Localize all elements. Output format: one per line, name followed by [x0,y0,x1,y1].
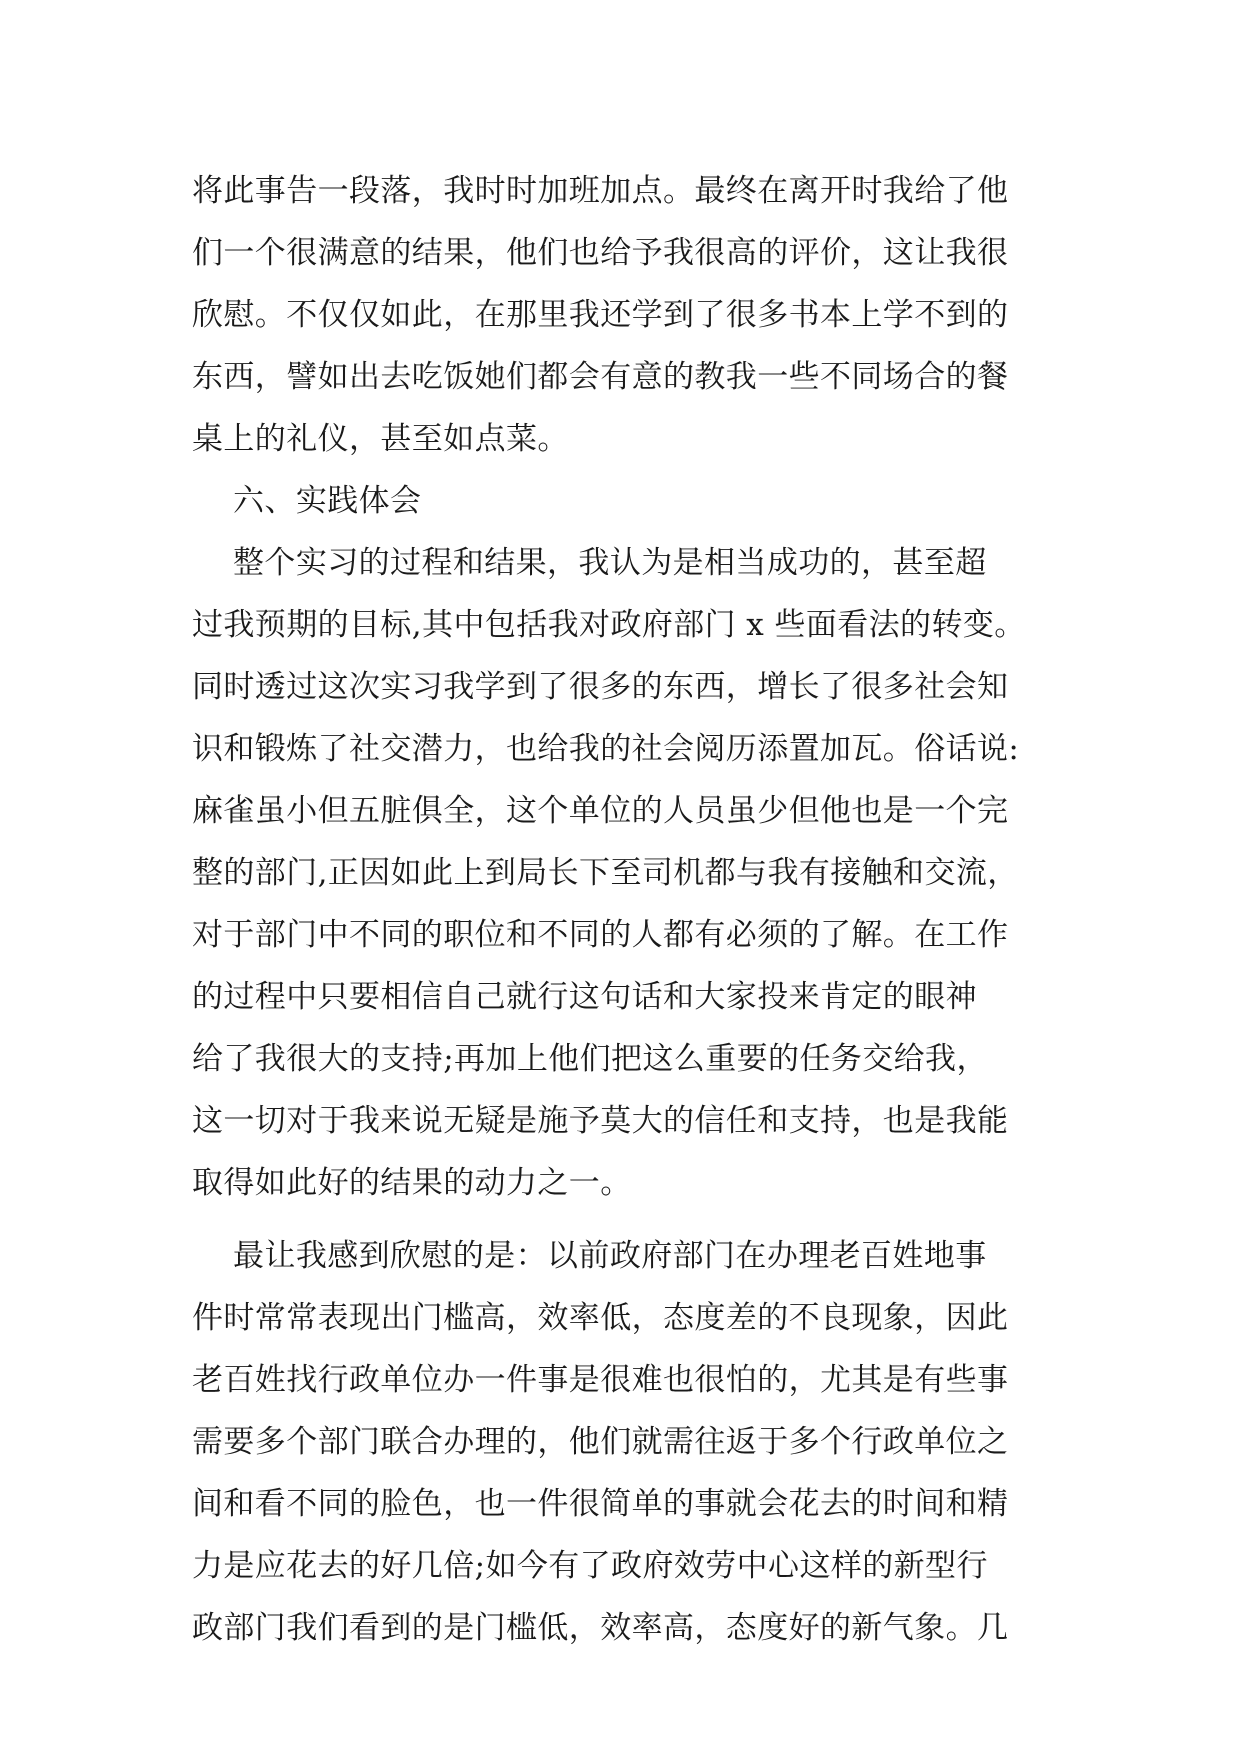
text-line: 桌上的礼仪，甚至如点菜。 [192,421,569,457]
text-line: 间和看不同的脸色，也一件很简单的事就会花去的时间和精 [192,1486,1009,1522]
text-line: 整的部门,正因如此上到局长下至司机都与我有接触和交流， [192,855,1019,891]
text-line: 最让我感到欣慰的是：以前政府部门在办理老百姓地事 [192,1238,987,1274]
text-line: 政部门我们看到的是门槛低，效率高，态度好的新气象。几 [192,1610,1009,1646]
text-line: 件时常常表现出门槛高，效率低，态度差的不良现象，因此 [192,1300,1009,1336]
text-line: 老百姓找行政单位办一件事是很难也很怕的，尤其是有些事 [192,1362,1009,1398]
text-line: 麻雀虽小但五脏俱全，这个单位的人员虽少但他也是一个完 [192,793,1009,829]
body-text [192,160,1052,1659]
text-line: 同时透过这次实习我学到了很多的东西，增长了很多社会知 [192,669,1009,705]
text-line: 这一切对于我来说无疑是施予莫大的信任和支持，也是我能 [192,1103,1009,1139]
text-line: 给了我很大的支持;再加上他们把这么重要的任务交给我， [192,1041,988,1077]
text-line: 力是应花去的好几倍;如今有了政府效劳中心这样的新型行 [192,1548,988,1584]
text-line: 需要多个部门联合办理的，他们就需往返于多个行政单位之 [192,1424,1009,1460]
text-line: 对于部门中不同的职位和不同的人都有必须的了解。在工作 [192,917,1009,953]
text-line: 的过程中只要相信自己就行这句话和大家投来肯定的眼神 [192,979,977,1015]
text-line: 过我预期的目标,其中包括我对政府部门 x 些面看法的转变。 [192,607,1026,643]
text-line: 将此事告一段落，我时时加班加点。最终在离开时我给了他 [192,173,1009,209]
text-line: 欣慰。不仅仅如此，在那里我还学到了很多书本上学不到的 [192,297,1009,333]
text-line: 们一个很满意的结果，他们也给予我很高的评价，这让我很 [192,235,1009,271]
text-line: 取得如此好的结果的动力之一。 [192,1165,632,1201]
section-heading: 六、实践体会 [192,483,422,519]
text-line: 整个实习的过程和结果，我认为是相当成功的，甚至超 [192,545,987,581]
text-line: 东西，譬如出去吃饭她们都会有意的教我一些不同场合的餐 [192,359,1009,395]
text-line: 识和锻炼了社交潜力，也给我的社会阅历添置加瓦。俗话说: [192,731,1020,767]
